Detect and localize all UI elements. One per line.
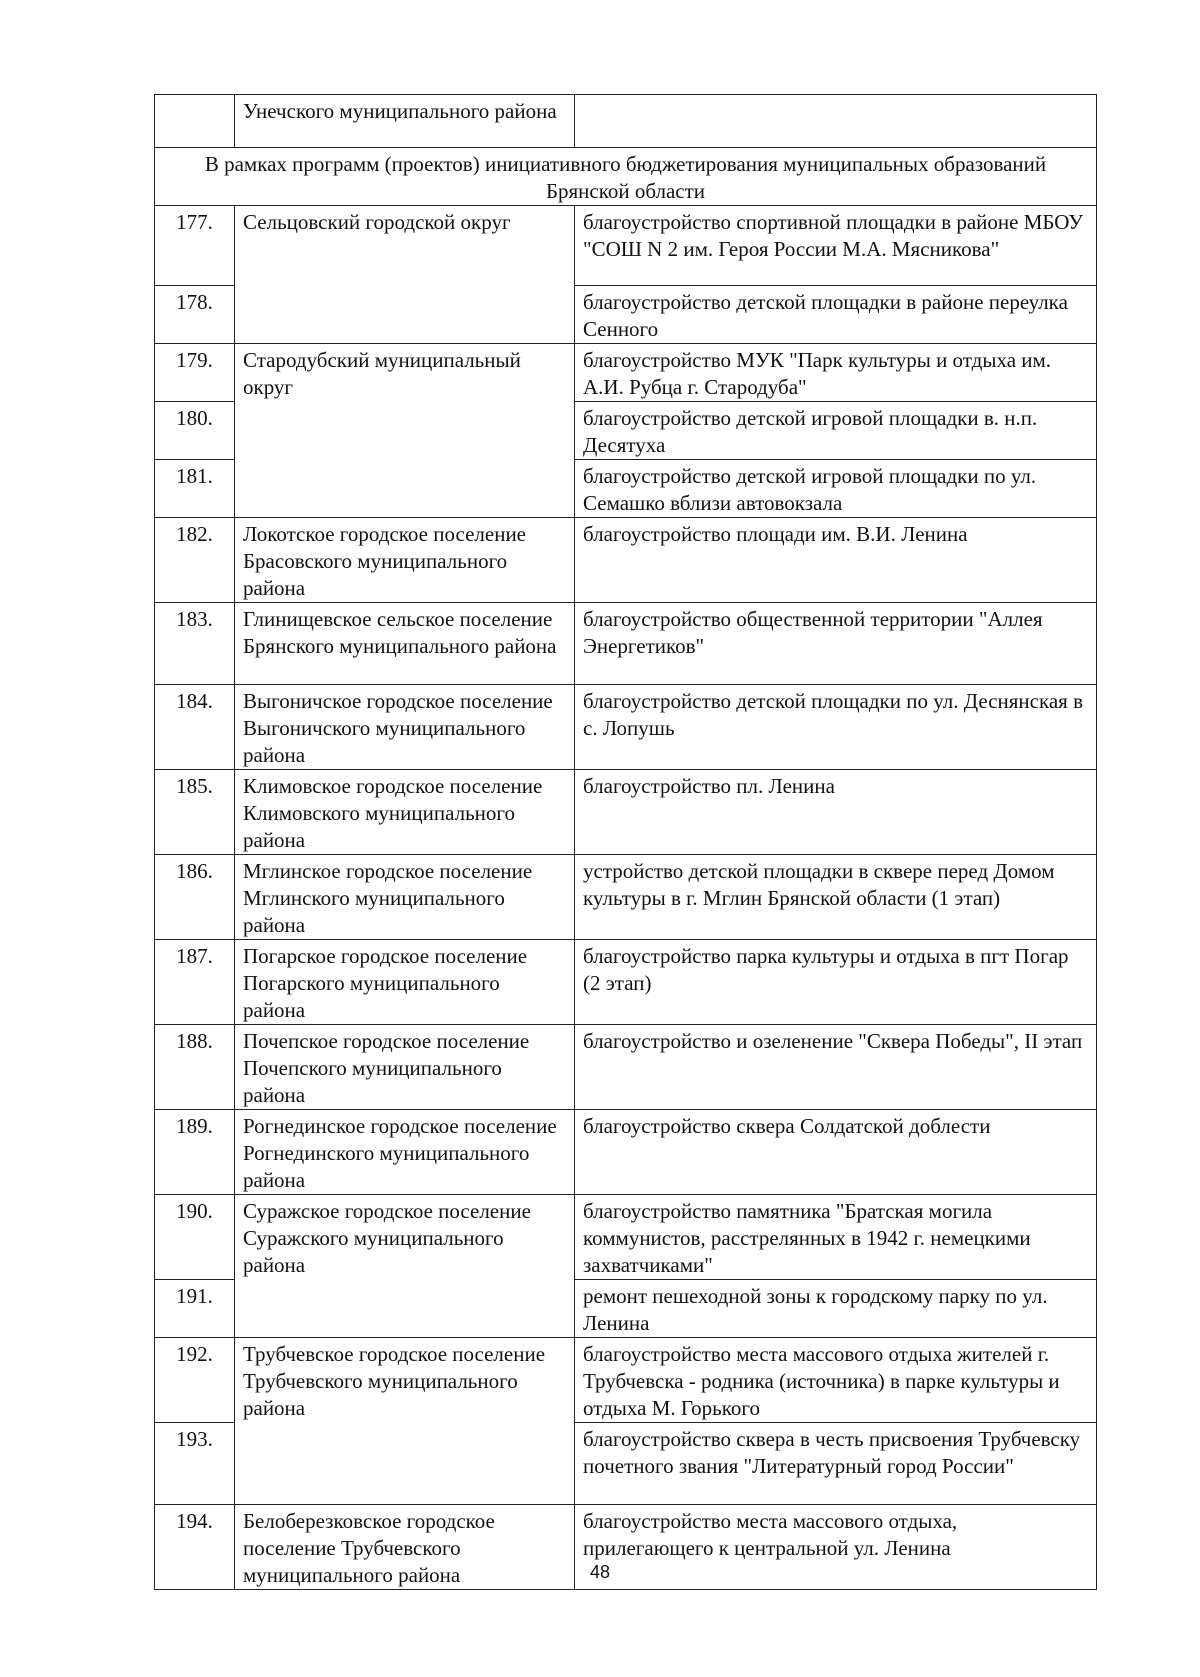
row-number: 189. bbox=[155, 1110, 235, 1195]
table-row bbox=[155, 1025, 1097, 1110]
row-number: 194. bbox=[155, 1505, 235, 1590]
row-subject: Климовское городское поселение Климовского муниципального района bbox=[235, 770, 575, 855]
row-subject: Глинищевское сельское поселение Брянского муниципального района bbox=[235, 603, 575, 685]
row-number: 187. bbox=[155, 940, 235, 1025]
row-number: 185. bbox=[155, 770, 235, 855]
row-subject: Стародубский муниципальный округ bbox=[235, 344, 575, 518]
row-activity: благоустройство места массового отдыха, прилегающего к центральной ул. Ленина bbox=[575, 1505, 1097, 1590]
table-row bbox=[155, 1338, 1097, 1423]
row-subject: Суражское городское поселение Суражского муниципального района bbox=[235, 1195, 575, 1338]
row-activity: благоустройство детской игровой площадки в. н.п. Десятуха bbox=[575, 402, 1097, 460]
row-subject: Рогнединское городское поселение Рогнединского муниципального района bbox=[235, 1110, 575, 1195]
document-table bbox=[154, 94, 1097, 1590]
row-number bbox=[155, 95, 235, 148]
row-number: 193. bbox=[155, 1423, 235, 1505]
table-row bbox=[155, 206, 1097, 286]
row-number: 177. bbox=[155, 206, 235, 286]
table-row bbox=[155, 940, 1097, 1025]
row-number: 191. bbox=[155, 1280, 235, 1338]
table-row bbox=[155, 770, 1097, 855]
row-number: 188. bbox=[155, 1025, 235, 1110]
row-activity: благоустройство детской площадки в районе переулка Сенного bbox=[575, 286, 1097, 344]
section-heading: В рамках программ (проектов) инициативного бюджетирования муниципальных образований Брянской области bbox=[155, 148, 1097, 206]
page-number: 48 bbox=[589, 1562, 611, 1582]
table-row bbox=[155, 1195, 1097, 1280]
row-activity: благоустройство пл. Ленина bbox=[575, 770, 1097, 855]
row-subject: Выгоничское городское поселение Выгоничского муниципального района bbox=[235, 685, 575, 770]
row-activity: благоустройство детской площадки по ул. Деснянская в с. Лопушь bbox=[575, 685, 1097, 770]
row-number: 183. bbox=[155, 603, 235, 685]
row-activity: благоустройство МУК "Парк культуры и отдыха им. А.И. Рубца г. Стародуба" bbox=[575, 344, 1097, 402]
table-row bbox=[155, 95, 1097, 148]
row-number: 182. bbox=[155, 518, 235, 603]
row-number: 181. bbox=[155, 460, 235, 518]
table-row bbox=[155, 1110, 1097, 1195]
row-number: 190. bbox=[155, 1195, 235, 1280]
row-activity: устройство детской площадки в сквере перед Домом культуры в г. Мглин Брянской области (1 этап) bbox=[575, 855, 1097, 940]
row-subject: Сельцовский городской округ bbox=[235, 206, 575, 344]
row-subject: Локотское городское поселение Брасовского муниципального района bbox=[235, 518, 575, 603]
row-activity: благоустройство сквера в честь присвоения Трубчевску почетного звания "Литературный город России" bbox=[575, 1423, 1097, 1505]
row-subject: Белоберезковское городское поселение Трубчевского муниципального района bbox=[235, 1505, 575, 1590]
row-number: 184. bbox=[155, 685, 235, 770]
row-activity: благоустройство памятника "Братская могила коммунистов, расстрелянных в 1942 г. немецкими захватчиками" bbox=[575, 1195, 1097, 1280]
table-row bbox=[155, 855, 1097, 940]
row-activity: благоустройство сквера Солдатской доблести bbox=[575, 1110, 1097, 1195]
row-subject: Унечского муниципального района bbox=[235, 95, 575, 148]
row-number: 180. bbox=[155, 402, 235, 460]
table-row bbox=[155, 518, 1097, 603]
row-number: 192. bbox=[155, 1338, 235, 1423]
row-number: 178. bbox=[155, 286, 235, 344]
table-row bbox=[155, 344, 1097, 402]
row-subject: Почепское городское поселение Почепского муниципального района bbox=[235, 1025, 575, 1110]
row-activity: благоустройство парка культуры и отдыха в пгт Погар (2 этап) bbox=[575, 940, 1097, 1025]
row-activity: благоустройство места массового отдыха жителей г. Трубчевска - родника (источника) в парке культуры и отдыха М. Горького bbox=[575, 1338, 1097, 1423]
row-number: 186. bbox=[155, 855, 235, 940]
row-activity: благоустройство и озеленение "Сквера Победы", II этап bbox=[575, 1025, 1097, 1110]
row-number: 179. bbox=[155, 344, 235, 402]
row-subject: Погарское городское поселение Погарского муниципального района bbox=[235, 940, 575, 1025]
row-subject: Трубчевское городское поселение Трубчевского муниципального района bbox=[235, 1338, 575, 1505]
row-activity: благоустройство детской игровой площадки по ул. Семашко вблизи автовокзала bbox=[575, 460, 1097, 518]
table-row bbox=[155, 685, 1097, 770]
row-activity: благоустройство площади им. В.И. Ленина bbox=[575, 518, 1097, 603]
row-activity: благоустройство общественной территории "Аллея Энергетиков" bbox=[575, 603, 1097, 685]
row-activity: ремонт пешеходной зоны к городскому парку по ул. Ленина bbox=[575, 1280, 1097, 1338]
section-heading-row bbox=[155, 148, 1097, 206]
row-activity bbox=[575, 95, 1097, 148]
row-activity: благоустройство спортивной площадки в районе МБОУ "СОШ N 2 им. Героя России М.А. Мясникова" bbox=[575, 206, 1097, 286]
table-row bbox=[155, 603, 1097, 685]
row-subject: Мглинское городское поселение Мглинского муниципального района bbox=[235, 855, 575, 940]
